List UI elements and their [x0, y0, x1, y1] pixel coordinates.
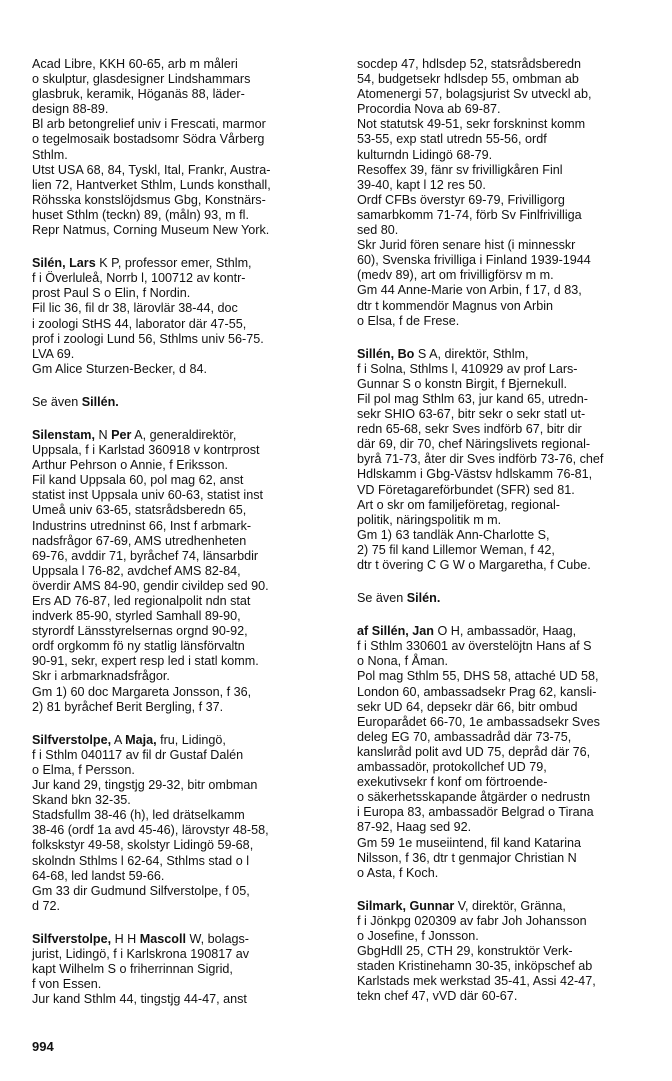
text-line: Stadsfullm 38-46 (h), led drätselkamm [32, 808, 245, 823]
text-line: prof i zoologi Lund 56, Sthlms univ 56-75. [32, 331, 264, 346]
text-line: nadsfrågor 67-69, AMS utredhenheten [32, 533, 247, 548]
entry-silfverstolpe-maja [32, 733, 332, 914]
text-line: Acad Libre, KKH 60-65, arb m måleri [32, 57, 238, 71]
see-also-target: Sillén. [81, 394, 119, 409]
text-line: o Asta, f Koch. [357, 865, 439, 880]
entry-given-name: Maja, [125, 732, 157, 747]
text-line: 87-92, Haag sed 92. [357, 820, 472, 835]
text-line: VD Företagareförbundet (SFR) sed 81. [357, 482, 575, 497]
see-also-prefix: Se även [357, 591, 407, 606]
text-line: huset Sthlm (teckn) 89, (måln) 93, m fl. [32, 207, 249, 222]
entry-name: Silfverstolpe, [32, 931, 112, 946]
text-line: f i Sthlm 040117 av fil dr Gustaf Dalén [32, 747, 244, 762]
text-line: o säkerhetsskapande åtgärder o nedrustn [357, 790, 591, 805]
text-line: Gm Alice Sturzen-Becker, d 84. [32, 361, 207, 376]
entry-name: Silén, Lars [32, 256, 96, 271]
text-line: styrordf Länsstyrelsernas orgnd 90-92, [32, 624, 248, 639]
see-also-target: Silén. [406, 591, 441, 606]
text-line: skolndn Sthlms l 62-64, Sthlms stad o l [32, 853, 249, 868]
text-line: ordf orgkomm fö ny statlig länsförvaltn [32, 639, 245, 654]
entry-heading-rest: fru, Lidingö, [156, 732, 226, 747]
text-line: o tegelmosaik bostadsomr Södra Vårberg [32, 132, 265, 147]
text-line: folkskstyr 49-58, skolstyr Lidingö 59-68, [32, 838, 254, 853]
text-line: Röhsska konstslöjdsmus Gbg, Konstnärs- [32, 192, 266, 207]
text-line: lien 72, Hantverket Sthlm, Lunds konsthall, [32, 177, 271, 192]
text-line: Pol mag Sthlm 55, DHS 58, attaché UD 58, [357, 669, 599, 684]
text-line: Atomenergi 57, bolagsjurist Sv utveckl ab, [357, 87, 592, 102]
text-line: dtr t kommendör Magnus von Arbin [357, 298, 553, 313]
text-line: överdir AMS 84-90, gendir civildep sed 90. [32, 578, 269, 593]
entry-heading [357, 624, 653, 639]
entry-heading [32, 932, 332, 947]
text-line: Fil pol mag Sthlm 63, jur kand 65, utredn- [357, 391, 588, 406]
entry-heading-rest: O H, ambassadör, Haag, [434, 624, 577, 639]
entry-name: af Sillén, Jan [357, 624, 434, 639]
text-line: i Europa 83, ambassadör Belgrad o Tirana [357, 805, 594, 820]
text-line: London 60, ambassadsekr Prag 62, kansli- [357, 684, 597, 699]
text-line: 38-46 (ordf 1a avd 45-46), lärovstyr 48-58, [32, 823, 269, 838]
text-line: Karlstads mek werkstad 35-41, Assi 42-47, [357, 974, 596, 989]
text-line: redn 65-68, sekr Sves indförb 67, bitr dir [357, 422, 582, 437]
text-line: 64-68, led landst 59-66. [32, 868, 165, 883]
text-line: Utst USA 68, 84, Tyskl, Ital, Frankr, Austra- [32, 162, 271, 177]
text-line: statist inst Uppsala univ 60-63, statist inst [32, 488, 263, 503]
text-line: f i Jönkpg 020309 av fabr Joh Johansson [357, 913, 587, 928]
text-line: politik, näringspolitik m m. [357, 512, 502, 527]
text-line: design 88-89. [32, 102, 109, 117]
text-line: o Josefine, f Jonsson. [357, 928, 479, 943]
text-line: dtr t övering C G W o Margaretha, f Cube. [357, 558, 591, 572]
text-line: Arthur Pehrson o Annie, f Eriksson. [32, 458, 229, 473]
text-line: Gm 59 1e museiintend, fil kand Katarina [357, 835, 582, 850]
text-line: 60), Svenska frivilliga i Finland 1939-1944 [357, 253, 591, 268]
entry-silenstam-per [32, 428, 332, 715]
text-line: Fil lic 36, fil dr 38, lärovlär 38-44, doc [32, 301, 238, 316]
text-line: Europarådet 66-70, 1e ambassadsekr Sves [357, 714, 600, 729]
text-line: kanslиråd polit avd UD 75, depråd där 76, [357, 744, 591, 759]
text-line: 90-91, sekr, expert resp led i statl komm. [32, 654, 259, 669]
text-line: d 72. [32, 898, 61, 913]
text-line: 53-55, exp statl utredn 55-56, ordf [357, 132, 547, 147]
entry-heading-mid: N [95, 427, 112, 442]
text-line: f i Sthlm 330601 av överstelöjtn Hans af S [357, 639, 592, 654]
entry-heading-rest: A, generaldirektör, [131, 427, 237, 442]
text-line: Ers AD 76-87, led regionalpolit ndn stat [32, 594, 251, 608]
entry-name: Silmark, Gunnar [357, 898, 455, 913]
text-line: 2) 81 byråchef Berit Bergling, f 37. [32, 699, 224, 714]
entry-heading-mid: A [111, 732, 126, 747]
entry-heading-rest: K P, professor emer, Sthlm, [95, 256, 252, 271]
text-line: Jur kand Sthlm 44, tingstjg 44-47, anst [32, 992, 247, 1007]
text-line: f von Essen. [32, 977, 102, 992]
text-line: sekr UD 64, depsekr där 66, bitr ombud [357, 699, 578, 714]
entry-name: Silenstam, [32, 427, 95, 442]
text-line: 54, budgetsekr hdlsdep 55, ombman ab [357, 72, 579, 87]
text-line: (medv 89), art om frivilligförsv m m. [357, 268, 554, 283]
entry-silmark-gunnar [357, 899, 653, 1005]
text-line: där 69, dir 70, chef Näringslivets regional- [357, 437, 591, 452]
text-line: GbgHdll 25, CTH 29, konstruktör Verk- [357, 944, 573, 959]
text-line: 39-40, kapt l 12 res 50. [357, 177, 486, 192]
text-line: Gm 33 dir Gudmund Silfverstolpe, f 05, [32, 883, 250, 898]
entry-name: Sillén, Bo [357, 346, 415, 361]
text-line: samarbkomm 71-74, förb Sv Finlfrivilliga [357, 207, 582, 222]
entry-heading-mid: H H [111, 931, 140, 946]
text-line: staden Kristinehamn 30-35, inköpschef ab [357, 959, 593, 974]
text-line: Skand bkn 32-35. [32, 793, 131, 808]
text-line: Gunnar S o konstn Birgit, f Bjernekull. [357, 376, 567, 391]
text-line: ambassadör, protokollchef UD 79, [357, 760, 547, 775]
text-line: f i Solna, Sthlms l, 410929 av prof Lars- [357, 361, 578, 376]
text-line: o skulptur, glasdesigner Lindshammars [32, 72, 251, 87]
entry-heading [32, 256, 332, 271]
left-column [32, 57, 332, 1025]
text-line: kulturndn Lidingö 68-79. [357, 147, 493, 162]
text-line: LVA 69. [32, 346, 75, 361]
entry-given-name: Mascoll [139, 931, 186, 946]
text-line: Resoffex 39, fänr sv frivilligkåren Finl [357, 162, 563, 177]
text-line: Industrins utredninst 66, Inst f arbmark- [32, 518, 252, 533]
text-line: kapt Wilhelm S o friherrinnan Sigrid, [32, 962, 233, 977]
text-line: o Elsa, f de Frese. [357, 313, 460, 328]
text-line: Procordia Nova ab 69-87. [357, 102, 501, 117]
text-line: Skr Jurid fören senare hist (i minnesskr [357, 238, 576, 253]
entry-heading [32, 733, 332, 748]
right-column [357, 57, 653, 1022]
entry-heading [357, 347, 653, 362]
text-line: Ordf CFBs överstyr 69-79, Frivilligorg [357, 192, 565, 207]
entry-heading-rest: V, direktör, Gränna, [454, 898, 566, 913]
entry-acad-libre-continuation [32, 57, 332, 238]
text-line: Not statutsk 49-51, sekr forskninst komm [357, 117, 586, 132]
text-line: Gm 1) 63 tandläk Ann-Charlotte S, [357, 527, 550, 542]
entry-sillen-bo [357, 347, 653, 573]
text-line: i zoologi StHS 44, laborator där 47-55, [32, 316, 247, 331]
text-line: Bl arb betongrelief univ i Frescati, marmor [32, 117, 266, 132]
entry-heading-rest: S A, direktör, Sthlm, [414, 346, 529, 361]
text-line: Uppsala, f i Karlstad 360918 v kontrprost [32, 443, 260, 458]
text-line: tekn chef 47, vVD där 60-67. [357, 989, 518, 1004]
entry-given-name: Per [111, 427, 132, 442]
see-also-line [32, 395, 332, 410]
entry-silen-lars [32, 256, 332, 377]
text-line: 69-76, avddir 71, byråchef 74, länsarbdir [32, 548, 259, 563]
text-line: sekr SHIO 63-67, bitr sekr o sekr statl ut- [357, 407, 586, 422]
text-line: Hdlskamm i Gbg-Västsv hdlskamm 76-81, [357, 467, 593, 482]
text-line: Skr i arbmarknadsfrågor. [32, 669, 170, 684]
entry-heading-rest: W, bolags- [185, 931, 249, 946]
see-also-reference [357, 591, 653, 606]
entry-silfverstolpe-mascoll [32, 932, 332, 1007]
text-line: Art o skr om familjeföretag, regional- [357, 497, 560, 512]
text-line: byrå 71-73, åter dir Sves indförb 73-76, chef [357, 452, 604, 467]
text-line: Gm 1) 60 doc Margareta Jonsson, f 36, [32, 684, 252, 699]
text-line: jurist, Lidingö, f i Karlskrona 190817 av [32, 946, 250, 961]
entry-heading [32, 428, 332, 443]
text-line: o Nona, f Åman. [357, 654, 449, 669]
text-line: o Elma, f Persson. [32, 762, 135, 777]
text-line: deleg EG 70, ambassadråd där 73-75, [357, 729, 572, 744]
text-line: Fil kand Uppsala 60, pol mag 62, anst [32, 473, 244, 488]
entry-heading [357, 899, 653, 914]
text-line: exekutivsekr f konf om förtroende- [357, 775, 548, 790]
page-number: 994 [32, 1039, 54, 1054]
entry-silfverstolpe-mascoll-continuation [357, 57, 653, 329]
text-line: Nilsson, f 36, dtr t genmajor Christian N [357, 850, 577, 865]
entry-af-sillen-jan [357, 624, 653, 881]
text-line: glasbruk, keramik, Höganäs 88, läder- [32, 87, 245, 102]
text-line: Jur kand 29, tingstjg 29-32, bitr ombman [32, 778, 258, 793]
text-line: Sthlm. [32, 147, 68, 162]
entry-name: Silfverstolpe, [32, 732, 112, 747]
text-line: Repr Natmus, Corning Museum New York. [32, 223, 270, 238]
text-line: indverk 85-90, styrled Samhall 89-90, [32, 609, 241, 624]
text-line: prost Paul S o Elin, f Nordin. [32, 286, 191, 301]
text-line: socdep 47, hdlsdep 52, statsrådsberedn [357, 57, 582, 71]
text-line: Gm 44 Anne-Marie von Arbin, f 17, d 83, [357, 283, 582, 298]
see-also-prefix: Se även [32, 394, 82, 409]
text-line: Uppsala l 76-82, avdchef AMS 82-84, [32, 563, 241, 578]
see-also-reference [32, 395, 332, 410]
text-line: sed 80. [357, 223, 399, 238]
see-also-line [357, 591, 653, 606]
text-line: Umeå univ 63-65, statsrådsberedn 65, [32, 503, 247, 518]
text-line: 2) 75 fil kand Lillemor Weman, f 42, [357, 542, 555, 557]
text-line: f i Överluleå, Norrb l, 100712 av kontr- [32, 271, 246, 286]
